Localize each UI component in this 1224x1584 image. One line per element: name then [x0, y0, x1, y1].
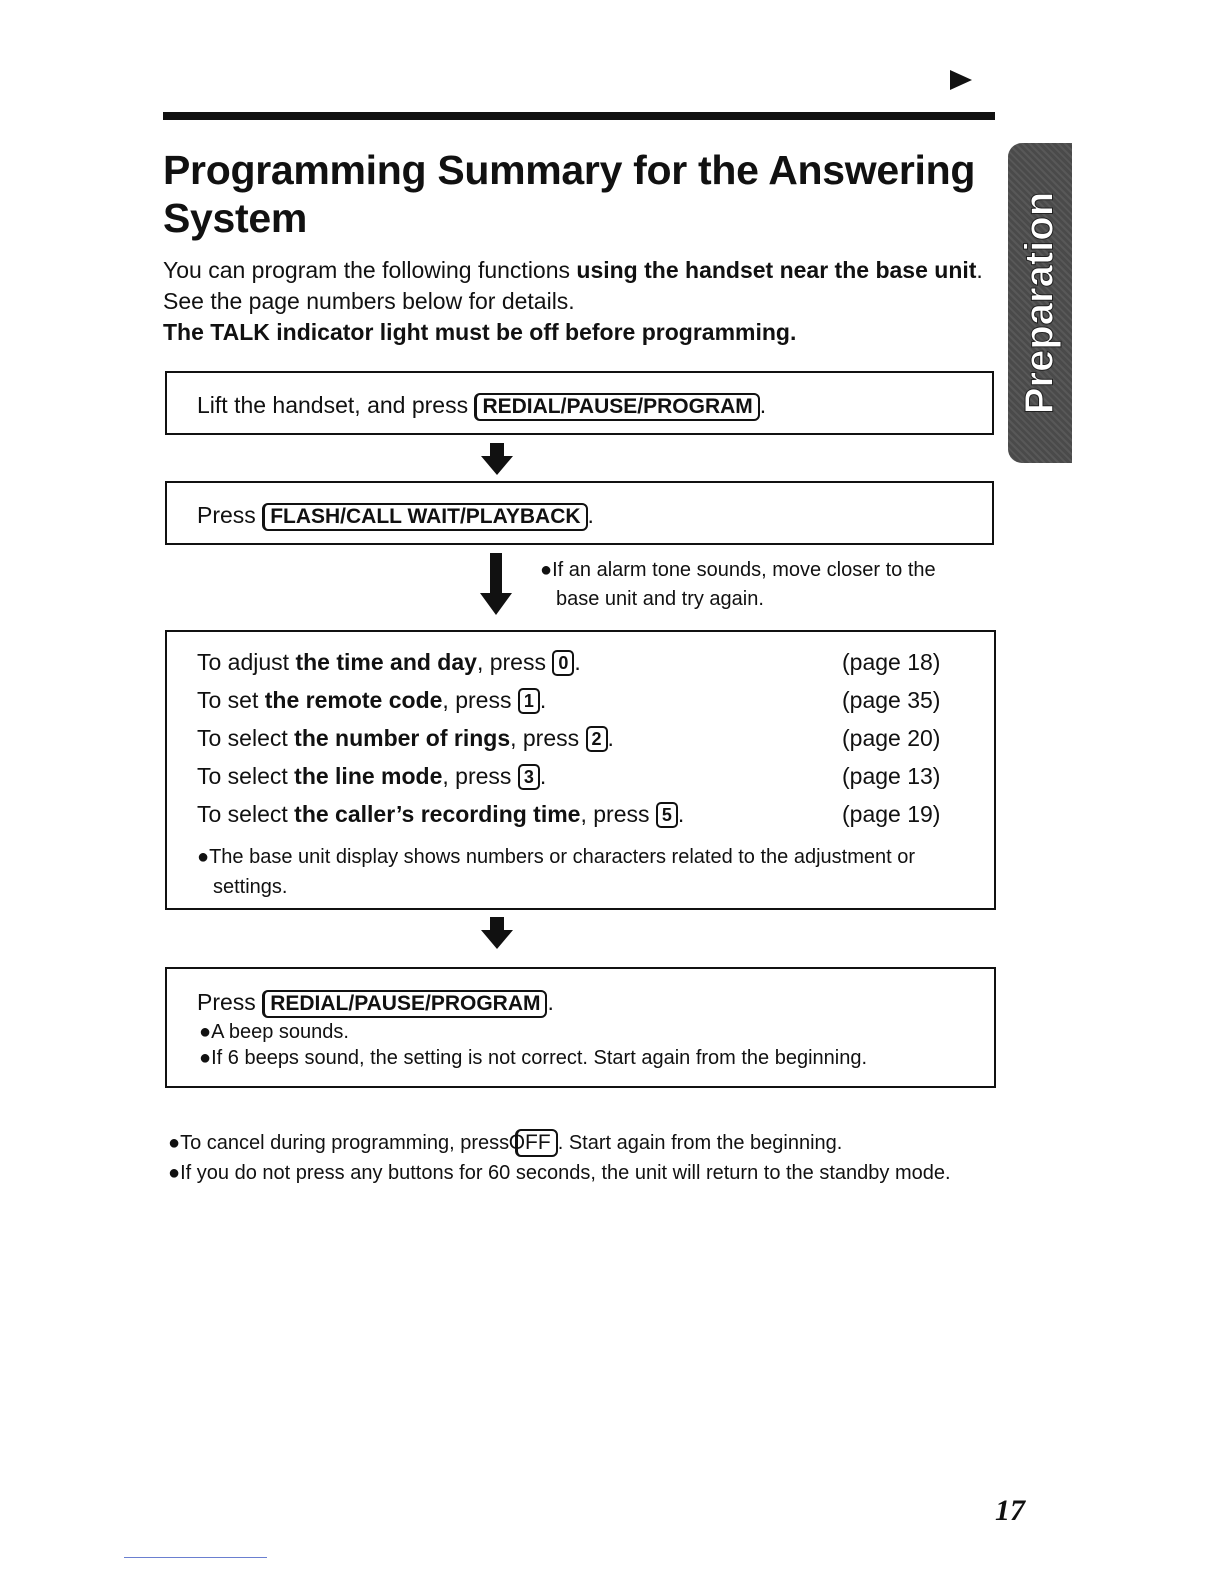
talk-warning: The TALK indicator light must be off before programming.: [163, 319, 797, 345]
redial-pause-program-key: REDIAL/PAUSE/PROGRAM: [262, 990, 547, 1018]
intro-post: . See the page numbers below for details.: [163, 257, 983, 314]
off-key: OFF: [515, 1129, 558, 1157]
timeout-note: If you do not press any buttons for 60 seconds, the unit will return to the standby mode.: [180, 1162, 951, 1184]
step1-text: [197, 392, 766, 421]
continue-arrow-icon: [948, 68, 974, 92]
page-ref: (page 20): [842, 725, 941, 751]
function-row: To adjust the time and day, press 0 . (page 18): [197, 649, 941, 675]
key-1: 1: [518, 688, 540, 714]
step4-pre: Press: [197, 989, 263, 1015]
function-name: the line mode: [294, 763, 443, 789]
page-ref: (page 13): [842, 763, 941, 789]
function-post: , press: [442, 763, 518, 789]
function-row: To set the remote code, press 1 . (page 35): [197, 687, 941, 713]
step-press-flash: [165, 481, 994, 545]
footer-notes: [168, 1128, 998, 1188]
key-5: 5: [656, 802, 678, 828]
step4-bullet: [199, 1021, 349, 1044]
alarm-note-text: If an alarm tone sounds, move closer to the base unit and try again.: [552, 559, 936, 610]
step2-pre: Press: [197, 502, 263, 528]
step-lift-handset: [165, 371, 994, 435]
cancel-note-pre: To cancel during programming, press: [180, 1132, 515, 1154]
step2-post: .: [587, 502, 594, 528]
function-post: , press: [580, 801, 656, 827]
function-row: To select the line mode, press 3 . (page 13): [197, 763, 941, 789]
step4-text: [197, 989, 554, 1018]
function-pre: To adjust: [197, 649, 296, 675]
function-pre: To set: [197, 687, 265, 713]
intro-bold: using the handset near the base unit: [576, 257, 977, 283]
redial-pause-program-key: REDIAL/PAUSE/PROGRAM: [474, 393, 759, 421]
flash-call-wait-playback-key: FLASH/CALL WAIT/PLAYBACK: [262, 503, 587, 531]
step1-pre: Lift the handset, and press: [197, 392, 475, 418]
step-finish: [165, 967, 996, 1088]
bullet: ●: [199, 1047, 212, 1069]
function-name: the caller’s recording time: [294, 801, 581, 827]
display-note-text: The base unit display shows numbers or characters related to the adjustment or settings.: [209, 846, 916, 898]
intro-text: [163, 255, 983, 348]
key-2: 2: [586, 726, 608, 752]
section-tab: [1008, 143, 1072, 463]
step4-bullet: [199, 1047, 867, 1070]
header-rule: [163, 112, 995, 120]
six-beeps-note: If 6 beeps sound, the setting is not correct. Start again from the beginning.: [211, 1047, 868, 1069]
bottom-rule: [124, 1557, 267, 1558]
alarm-note: [540, 556, 980, 614]
cancel-note-post: . Start again from the beginning.: [557, 1132, 843, 1154]
intro-pre: You can program the following functions: [163, 257, 577, 283]
bullet: ●: [199, 1021, 212, 1043]
function-post: , press: [476, 649, 553, 675]
function-post: , press: [442, 687, 518, 713]
bullet: ●: [197, 846, 210, 868]
step4-post: .: [547, 989, 554, 1015]
beep-note: A beep sounds.: [211, 1021, 349, 1043]
display-note: [197, 842, 957, 902]
function-name: the time and day: [295, 649, 477, 675]
function-name: the remote code: [264, 687, 443, 713]
function-row: To select the number of rings, press 2 . (page 20): [197, 725, 941, 751]
section-tab-label: Preparation: [1017, 191, 1062, 415]
function-pre: To select: [197, 763, 295, 789]
page-number: 17: [995, 1494, 1025, 1527]
step2-text: [197, 502, 594, 531]
function-pre: To select: [197, 725, 295, 751]
bullet: ●: [540, 559, 553, 581]
page-ref: (page 35): [842, 687, 941, 713]
function-pre: To select: [197, 801, 295, 827]
down-arrow-icon: [479, 441, 515, 477]
down-arrow-icon: [479, 915, 515, 951]
page-ref: (page 19): [842, 801, 941, 827]
key-3: 3: [518, 764, 540, 790]
bullet: ●: [168, 1162, 181, 1184]
long-down-arrow-icon: [478, 553, 514, 617]
function-row: To select the caller’s recording time, press 5 . (page 19): [197, 801, 941, 827]
function-post: , press: [510, 725, 586, 751]
page-ref: (page 18): [842, 649, 941, 675]
key-0: 0: [552, 650, 574, 676]
function-list-box: [165, 630, 996, 910]
function-name: the number of rings: [294, 725, 511, 751]
bullet: ●: [168, 1132, 181, 1154]
step1-post: .: [759, 392, 767, 418]
page-title: Programming Summary for the Answering System: [163, 147, 976, 241]
